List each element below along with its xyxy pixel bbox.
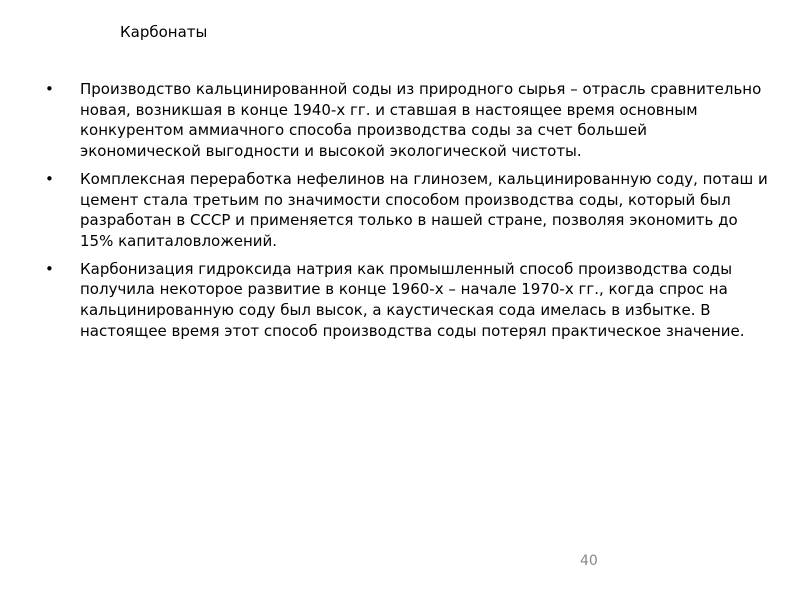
bullet-text: Производство кальцинированной соды из природного сырья – отрасль сравнительно новая, возникшая в конце 1940-х гг. и ставшая в настоящее время основным конкурентом аммиачного способа производства соды за счет большей экономической выгодности и высокой экологической чистоты. <box>80 80 762 161</box>
slide-title: Карбонаты <box>120 23 208 41</box>
bullet-text: Карбонизация гидроксида натрия как промышленный способ производства соды получила некоторое развитие в конце 1960-х – начале 1970-х гг., когда спрос на кальцинированную соду был высок, а каустическая сода имелась в избытке. В настоящее время этот способ производства соды потерял практическое значение. <box>80 259 745 340</box>
bullet-text: Комплексная переработка нефелинов на глинозем, кальцинированную соду, поташ и цемент стала третьим по значимости способом производства соды, который был разработан в СССР и применяется только в нашей стране, позволяя экономить до 15% капиталовложений. <box>80 169 768 250</box>
bullet-list <box>45 79 770 348</box>
bullet-item <box>45 259 770 342</box>
page-number: 40 <box>580 553 598 569</box>
bullet-icon: • <box>45 259 54 278</box>
bullet-icon: • <box>45 169 54 188</box>
bullet-item <box>45 79 770 162</box>
bullet-icon: • <box>45 80 54 98</box>
bullet-item <box>45 169 770 252</box>
